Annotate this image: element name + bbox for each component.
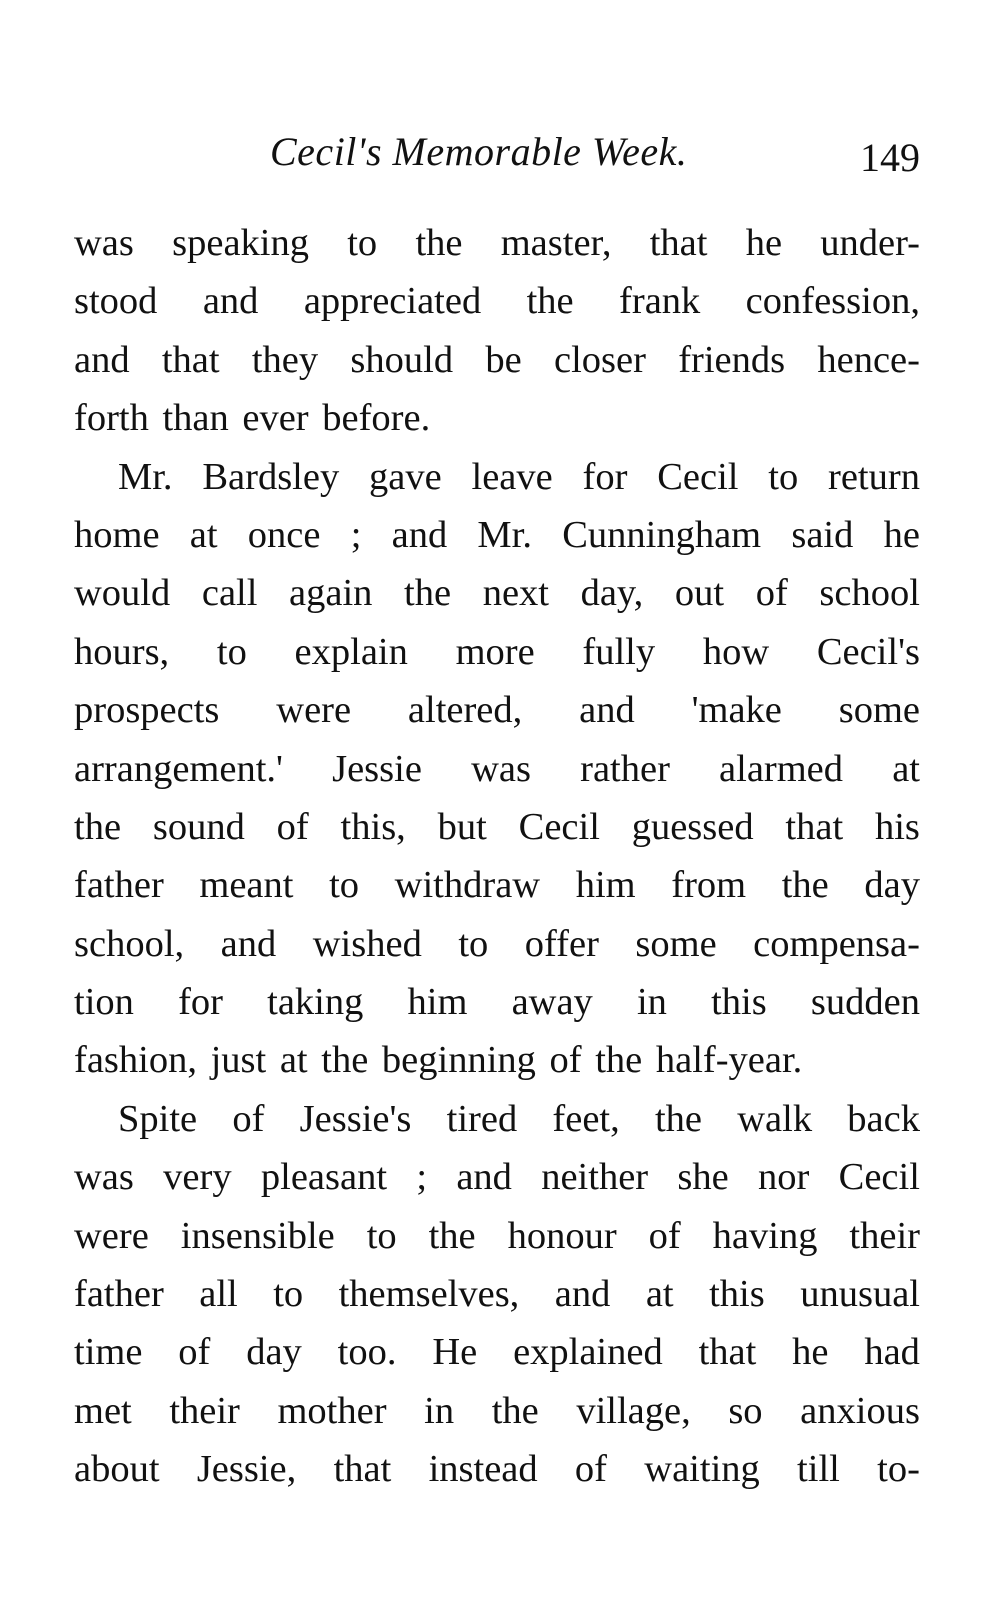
word: Cecil: [518, 805, 600, 848]
word: more: [455, 630, 535, 673]
text-line: [74, 798, 920, 856]
word: closer: [553, 338, 646, 381]
word: and: [220, 922, 277, 965]
word: said: [791, 513, 854, 556]
word: and: [74, 338, 130, 381]
word: wished: [312, 922, 422, 965]
word: of: [648, 1214, 681, 1257]
word: neither: [541, 1156, 649, 1199]
word: explain: [294, 630, 408, 673]
word: he: [883, 513, 920, 556]
text-line: fashion, just at the beginning of the half-year.: [74, 1039, 803, 1082]
word: school,: [74, 922, 185, 965]
text-line: [74, 214, 920, 272]
word: hours,: [74, 630, 170, 673]
word: guessed: [631, 805, 754, 848]
word: confession,: [745, 280, 920, 323]
word: school: [819, 572, 920, 615]
text-line: [74, 1090, 920, 1148]
word: of: [574, 1448, 607, 1491]
word: for: [582, 455, 628, 498]
word: that: [698, 1331, 757, 1374]
word: unusual: [800, 1273, 920, 1316]
word: having: [712, 1214, 818, 1257]
word: anxious: [800, 1389, 920, 1432]
word: Spite: [118, 1097, 198, 1140]
word: the: [526, 280, 574, 323]
word: next: [482, 572, 549, 615]
word: pleasant: [260, 1156, 388, 1199]
text-line: [74, 331, 920, 389]
word: sound: [152, 805, 245, 848]
word: Mr.: [477, 513, 532, 556]
text-line: [74, 623, 920, 681]
word: of: [178, 1331, 211, 1374]
word: frank: [619, 280, 701, 323]
word: to: [366, 1214, 397, 1257]
word: at: [645, 1273, 674, 1316]
word: taking: [267, 981, 364, 1024]
word: Cunningham: [562, 513, 762, 556]
word: to-: [877, 1448, 920, 1491]
word: the: [491, 1389, 539, 1432]
word: him: [575, 864, 636, 907]
text-line: [74, 1382, 920, 1440]
word: some: [635, 922, 717, 965]
word: the: [781, 864, 829, 907]
word: and: [579, 689, 635, 732]
text-line: [74, 973, 920, 1031]
word: hence-: [817, 338, 920, 381]
word: him: [407, 981, 468, 1024]
word: home: [74, 513, 160, 556]
word: very: [163, 1156, 232, 1199]
word: meant: [199, 864, 294, 907]
word: call: [201, 572, 258, 615]
word: gave: [369, 455, 442, 498]
word: had: [864, 1331, 920, 1374]
word: that: [333, 1448, 392, 1491]
word: the: [428, 1214, 476, 1257]
word: all: [199, 1273, 238, 1316]
text-line: [74, 1207, 920, 1265]
text-line: [74, 272, 920, 330]
word: and: [554, 1273, 611, 1316]
word: withdraw: [394, 864, 541, 907]
word: instead: [428, 1448, 538, 1491]
word: he: [792, 1331, 829, 1374]
word: at: [189, 513, 218, 556]
word: sudden: [810, 981, 920, 1024]
word: to: [458, 922, 489, 965]
word: the: [404, 572, 452, 615]
word: rather: [580, 747, 670, 790]
word: day: [246, 1331, 302, 1374]
word: were: [276, 689, 352, 732]
word: compensa-: [753, 922, 920, 965]
word: about: [74, 1448, 160, 1491]
word: day: [864, 864, 920, 907]
text-line: [74, 448, 920, 506]
word: to: [273, 1273, 304, 1316]
word: prospects: [74, 689, 220, 732]
word: she: [677, 1156, 729, 1199]
word: father: [74, 864, 164, 907]
word: back: [847, 1097, 920, 1140]
word: this: [709, 1273, 765, 1316]
word: they: [251, 338, 319, 381]
word: village,: [576, 1389, 691, 1432]
word: out: [674, 572, 725, 615]
text-line: [74, 1265, 920, 1323]
text-line: [74, 915, 920, 973]
word: altered,: [407, 689, 523, 732]
word: stood: [74, 280, 158, 323]
word: this: [711, 981, 767, 1024]
word: would: [74, 572, 171, 615]
word: father: [74, 1273, 164, 1316]
word: their: [169, 1389, 240, 1432]
word: the: [654, 1097, 703, 1140]
word: ;: [350, 513, 362, 556]
word: waiting: [644, 1448, 760, 1491]
running-head: [74, 128, 920, 188]
word: Jessie,: [196, 1448, 297, 1491]
word: of: [755, 572, 788, 615]
word: his: [874, 805, 920, 848]
word: in: [636, 981, 667, 1024]
word: 'make: [691, 689, 782, 732]
word: to: [768, 455, 799, 498]
word: day,: [580, 572, 644, 615]
word: time: [74, 1331, 143, 1374]
word: return: [828, 455, 920, 498]
word: to: [347, 222, 378, 264]
word: again: [289, 572, 373, 615]
word: fully: [582, 630, 656, 673]
word: that: [161, 338, 220, 381]
word: that: [649, 222, 708, 264]
word: friends: [678, 338, 786, 381]
text-line: [74, 740, 920, 798]
word: and: [202, 280, 259, 323]
word: Mr.: [118, 455, 173, 498]
word: insensible: [180, 1214, 335, 1257]
word: met: [74, 1389, 132, 1432]
word: and: [456, 1156, 512, 1199]
text-line: [74, 1440, 920, 1498]
text-line: [74, 564, 920, 622]
text-line: [74, 1148, 920, 1206]
word: he: [745, 222, 783, 264]
page-number: 149: [860, 135, 920, 180]
word: Cecil: [838, 1156, 920, 1199]
word: explained: [513, 1331, 663, 1374]
word: speaking: [172, 222, 309, 264]
word: Cecil: [657, 455, 739, 498]
word: so: [728, 1389, 763, 1432]
word: were: [74, 1214, 149, 1257]
word: alarmed: [719, 747, 844, 790]
text-line: [74, 681, 920, 739]
word: till: [797, 1448, 840, 1491]
text-line: [74, 506, 920, 564]
word: Jessie's: [299, 1097, 412, 1140]
word: and: [391, 513, 448, 556]
word: tion: [74, 981, 134, 1024]
word: once: [247, 513, 321, 556]
word: this,: [340, 805, 406, 848]
word: Bardsley: [202, 455, 340, 498]
word: He: [432, 1331, 478, 1374]
word: was: [74, 222, 134, 264]
word: offer: [524, 922, 599, 965]
word: ;: [416, 1156, 428, 1199]
word: the: [415, 222, 463, 264]
word: to: [216, 630, 247, 673]
word: of: [232, 1097, 265, 1140]
running-title: Cecil's Memorable Week.: [270, 129, 688, 174]
word: themselves,: [338, 1273, 520, 1316]
word: appreciated: [303, 280, 482, 323]
word: under-: [820, 222, 920, 264]
word: feet,: [552, 1097, 620, 1140]
word: arrangement.': [74, 747, 283, 790]
word: how: [702, 630, 770, 673]
word: be: [485, 338, 522, 381]
word: was: [471, 747, 531, 790]
word: master,: [500, 222, 612, 264]
word: Cecil's: [816, 630, 920, 673]
word: nor: [758, 1156, 810, 1199]
word: was: [74, 1156, 134, 1199]
word: Jessie: [332, 747, 422, 790]
word: but: [437, 805, 487, 848]
word: tired: [446, 1097, 518, 1140]
text-line: forth than ever before.: [74, 397, 431, 440]
word: in: [424, 1389, 455, 1432]
word: of: [276, 805, 309, 848]
word: some: [838, 689, 920, 732]
word: from: [671, 864, 747, 907]
word: that: [785, 805, 844, 848]
text-line: [74, 1323, 920, 1381]
body-text: [74, 214, 920, 1499]
word: too.: [337, 1331, 397, 1374]
word: mother: [277, 1389, 387, 1432]
word: walk: [737, 1097, 813, 1140]
text-line: [74, 856, 920, 914]
word: their: [849, 1214, 920, 1257]
word: the: [74, 805, 122, 848]
word: away: [511, 981, 593, 1024]
word: to: [329, 864, 360, 907]
word: should: [350, 338, 454, 381]
word: for: [178, 981, 223, 1024]
word: honour: [507, 1214, 617, 1257]
word: at: [892, 747, 920, 790]
word: leave: [471, 455, 553, 498]
